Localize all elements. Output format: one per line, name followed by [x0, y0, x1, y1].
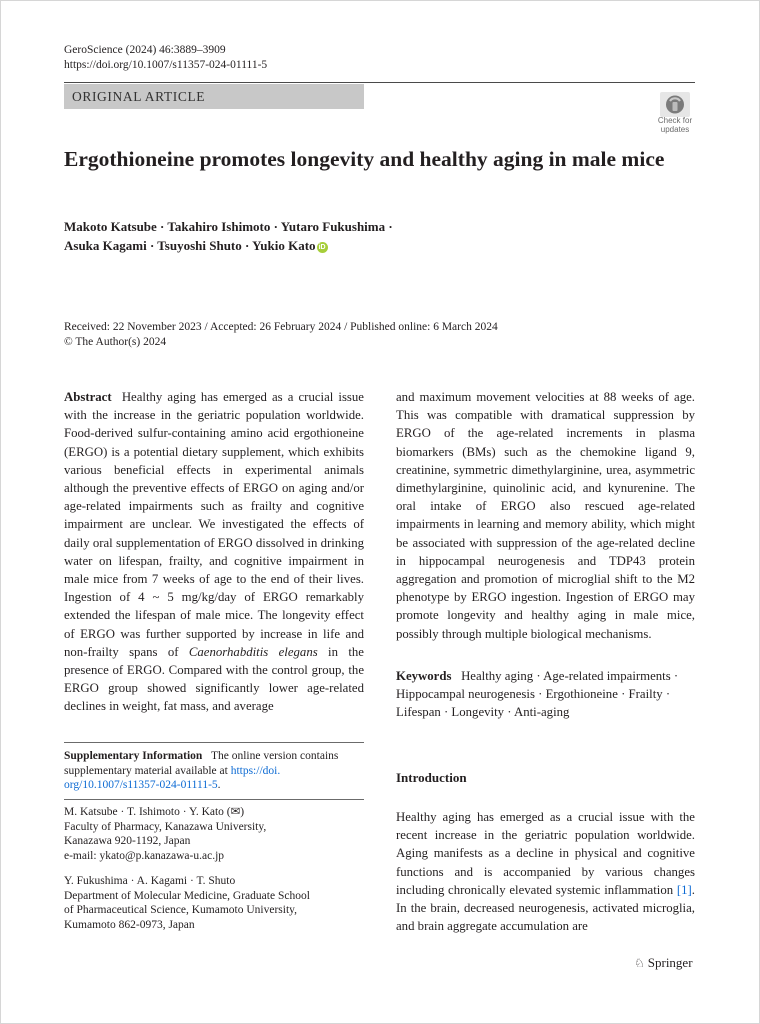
springer-horse-icon: ♘ — [634, 956, 645, 970]
abstract-right-column — [396, 388, 695, 643]
introduction-heading: Introduction — [396, 770, 467, 785]
supplementary-text: The online version contains supplementary material available at — [64, 750, 339, 777]
affiliation-2-names: Y. Fukushima · A. Kagami · T. Shuto — [64, 875, 236, 887]
abstract-text-2: in the presence of ERGO. Compared with the control group, the ERGO group showed significantly lower age-related declines in weight, fat mass, and average — [64, 644, 364, 714]
affiliation-block-1 — [64, 805, 364, 863]
springer-logo — [634, 955, 693, 971]
header-rule — [64, 82, 695, 83]
publisher-name: Springer — [647, 955, 693, 970]
affiliation-block-2 — [64, 874, 364, 932]
abstract-text-1: Healthy aging has emerged as a crucial issue with the increase in the geriatric population worldwide. Food-derived sulfur-containing amino acid ergothioneine (ERGO) is a potential dietary supplement, which exhibits various beneficial effects in experimental animals although the preventive effects of ERGO on aging and/or age-related impairments such as frailty and cognitive impairment are unclear. We investigated the effects of daily oral supplementation of ERGO dissolved in drinking water on lifespan, frailty, and cognitive impairment in male mice from 7 weeks of age to the end of their lives. Ingestion of 4 ~ 5 mg/kg/day of ERGO remarkably extended the lifespan of male mice. The longevity effect of ERGO was further supported by increase in life and non-frailty spans of — [64, 390, 364, 659]
affiliation-1-names: M. Katsube · T. Ishimoto · Y. Kato (✉) — [64, 806, 245, 818]
affiliation-1-address: Kanazawa 920-1192, Japan — [64, 835, 191, 847]
journal-line: GeroScience (2024) 46:3889–3909 — [64, 44, 226, 56]
abstract-label: Abstract — [64, 390, 112, 404]
article-type-banner: ORIGINAL ARTICLE — [64, 84, 364, 109]
affiliation-2-dept: Department of Molecular Medicine, Graduate School — [64, 889, 310, 902]
footnote-rule-2 — [64, 799, 364, 800]
affiliation-2-address: Kumamoto 862-0973, Japan — [64, 918, 195, 931]
reference-link-1[interactable]: [1] — [676, 882, 692, 897]
doi-link[interactable]: https://doi.org/10.1007/s11357-024-01111-5 — [64, 59, 268, 71]
check-for-updates-line1: Check for — [657, 116, 693, 125]
article-title: Ergothioneine promotes longevity and healthy aging in male mice — [64, 147, 665, 171]
check-for-updates-icon — [660, 92, 690, 117]
introduction-text-start: Healthy aging has emerged as a crucial issue with the recent increase in the geriatric population worldwide. Aging manifests as a decline in physical and cognitive functions and is accompanied by various changes including chronically elevated systemic inflammation — [396, 810, 695, 897]
abstract-text-3: and maximum movement velocities at 88 weeks of age. This was compatible with dramatical suppression by ERGO of the age-related increments in plasma biomarkers (BMs) such as the chemokine ligand 9, creatinine, symmetric dimethylarginine, urea, asymmetric dimethylarginine, quinolinic acid, and kynurenine. The oral intake of ERGO also rescued age-related impairments in learning and memory ability, which might be associated with suppression of the age-related decline in hippocampal neurogenesis and TDP43 protein aggregation and promotion of microglial shift to the M2 phenotype by ERGO ingestion. Ingestion of ERGO may promote longevity and healthy aging in male mice, possibly through multiple biological mechanisms. — [396, 390, 695, 641]
abstract-left-column — [64, 388, 364, 716]
author-line-1: Makoto Katsube · Takahiro Ishimoto · Yutaro Fukushima · — [64, 219, 393, 234]
journal-citation — [64, 43, 267, 73]
footnote-rule-1 — [64, 742, 364, 743]
author-line-2: Asuka Kagami · Tsuyoshi Shuto · Yukio Kato — [64, 237, 316, 253]
keywords-text: Healthy aging · Age-related impairments · Hippocampal neurogenesis · Ergothioneine · Frailty · Lifespan · Longevity · Anti-aging — [396, 669, 679, 720]
publication-dates — [64, 320, 498, 349]
introduction-text-end: . In the brain, decreased neurogenesis, activated microglia, and brain aggregate accumulation are — [396, 882, 695, 934]
supplementary-label: Supplementary Information — [64, 750, 203, 762]
affiliation-2-school: of Pharmaceutical Science, Kumamoto University, — [64, 904, 298, 916]
keywords-block — [396, 667, 695, 722]
check-for-updates-line2: updates — [660, 124, 690, 134]
supplementary-link-2[interactable]: org/10.1007/s11357-024-01111-5 — [64, 779, 218, 791]
supplementary-link-1[interactable]: https://doi. — [230, 764, 281, 777]
introduction-text — [396, 808, 695, 935]
dates-line: Received: 22 November 2023 / Accepted: 26 February 2024 / Published online: 6 March 2024 — [64, 321, 498, 333]
supplementary-info — [64, 749, 364, 793]
affiliation-1-dept: Faculty of Pharmacy, Kanazawa University, — [64, 820, 267, 833]
copyright-line: © The Author(s) 2024 — [64, 335, 167, 348]
affiliation-1-email[interactable]: e-mail: ykato@p.kanazawa-u.ac.jp — [64, 849, 225, 862]
author-list — [64, 218, 664, 255]
species-name: Caenorhabditis elegans — [188, 644, 318, 659]
check-for-updates-badge[interactable] — [654, 92, 696, 132]
keywords-label: Keywords — [396, 669, 452, 683]
supplementary-end: . — [217, 779, 221, 791]
orcid-icon[interactable]: iD — [318, 243, 326, 251]
